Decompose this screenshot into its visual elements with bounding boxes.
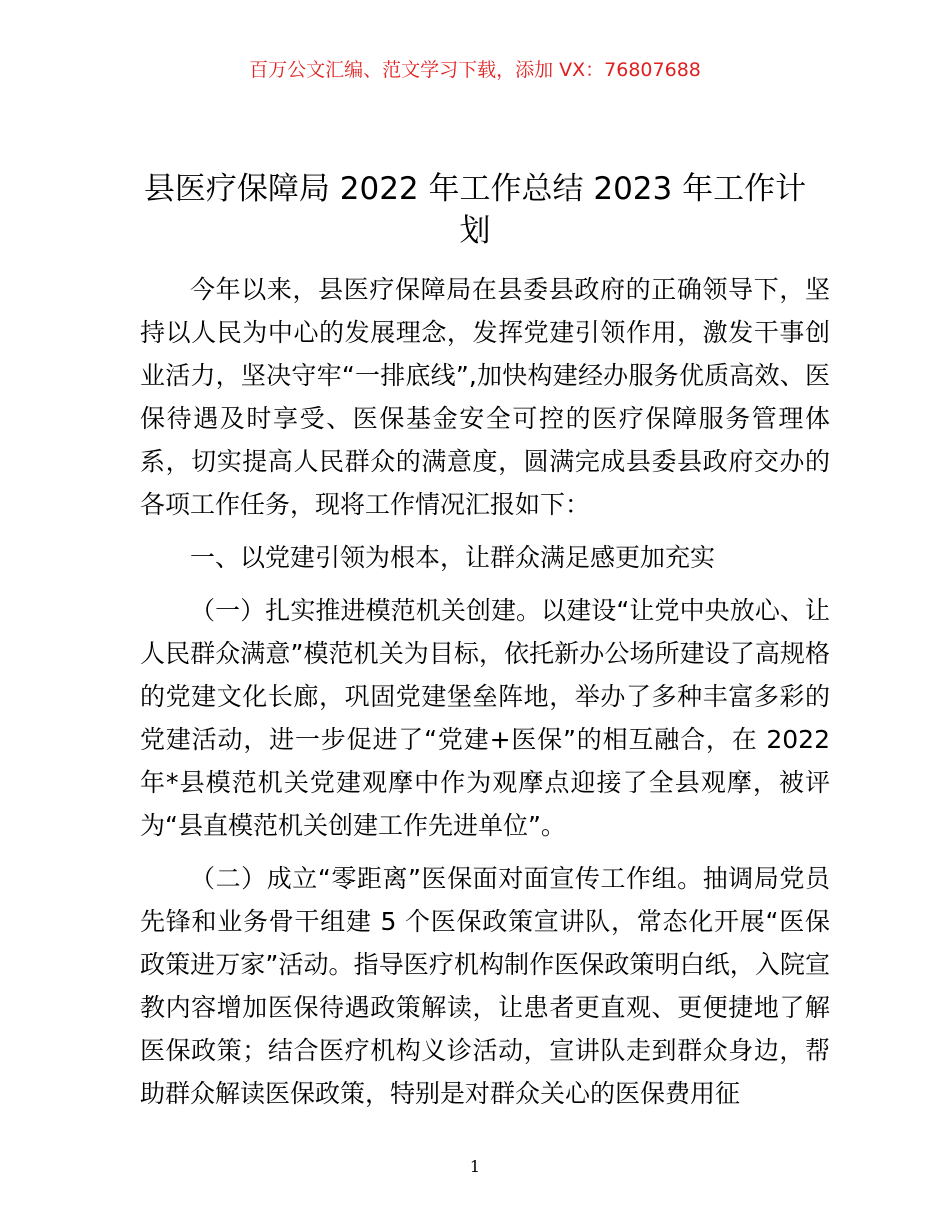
page-number: 1: [469, 1157, 481, 1176]
document-title: 县医疗保障局 2022 年工作总结 2023 年工作计划: [143, 171, 807, 249]
document-body: [140, 268, 830, 1115]
intro-paragraph: 今年以来，县医疗保障局在县委县政府的正确领导下，坚持以人民为中心的发展理念，发挥党建引领作用，激发干事创业活力，坚决守牢“一排底线”,加快构建经办服务优质高效、医保待遇及时享受、医保基金安全可控的医疗保障服务管理体系，切实提高人民群众的满意度，圆满完成县委县政府交办的各项工作任务，现将工作情况汇报如下：: [140, 275, 830, 519]
body-paragraph: （一）扎实推进模范机关创建。以建设“让党中央放心、让人民群众满意”模范机关为目标，依托新办公场所建设了高规格的党建文化长廊，巩固党建堡垒阵地，举办了多种丰富多彩的党建活动，进一步促进了“党建+医保”的相互融合，在 2022 年*县模范机关党建观摩中作为观摩点迎接了全县观摩，被评为“县直模范机关创建工作先进单位”。: [140, 596, 830, 840]
header-banner: 百万公文汇编、范文学习下载，添加 VX：76807688: [249, 59, 701, 81]
body-paragraph: （二）成立“零距离”医保面对面宣传工作组。抽调局党员先锋和业务骨干组建 5 个医保政策宣讲队，常态化开展“医保政策进万家”活动。指导医疗机构制作医保政策明白纸，入院宣教内容增加医保待遇政策解读，让患者更直观、更便捷地了解医保政策；结合医疗机构义诊活动，宣讲队走到群众身边，帮助群众解读医保政策，特别是对群众关心的医保费用征: [140, 864, 830, 1108]
section-heading: 一、以党建引领为根本，让群众满足感更加充实: [190, 543, 716, 572]
